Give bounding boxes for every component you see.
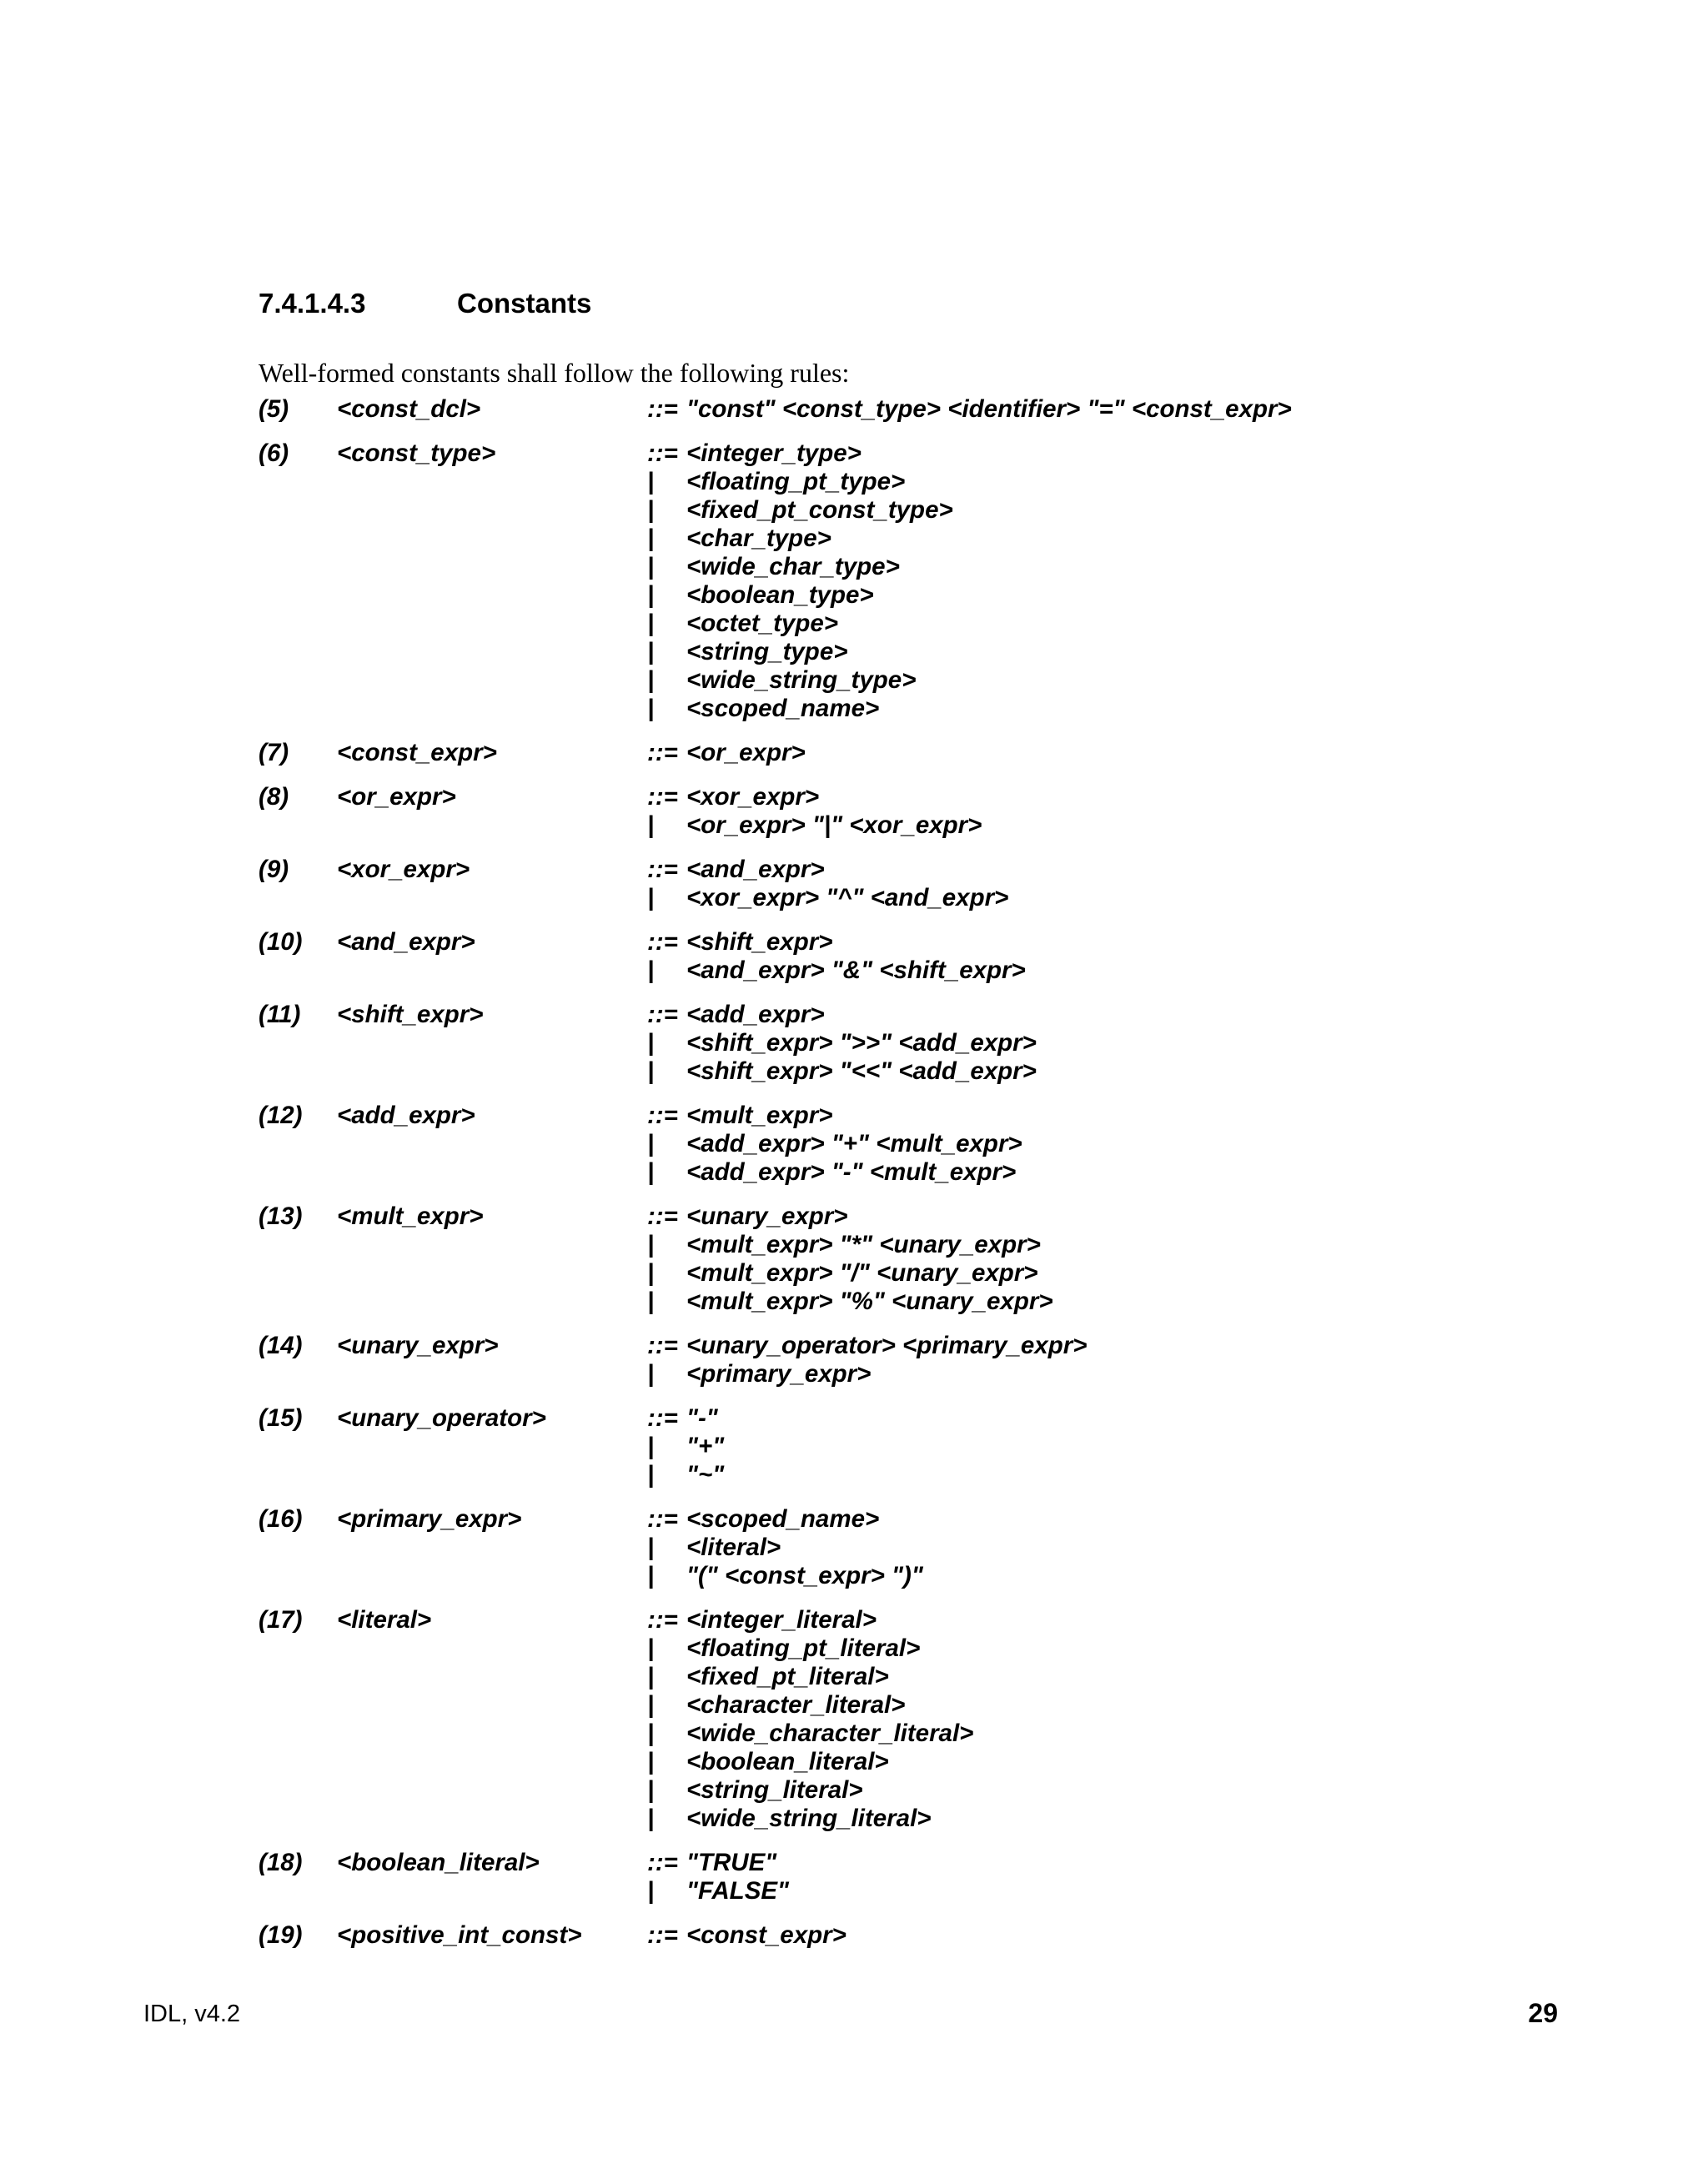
production-operator: |: [647, 1433, 655, 1460]
grammar-rule: [259, 739, 1593, 767]
production-line: [647, 468, 1593, 496]
production-text: <wide_character_literal>: [686, 1720, 974, 1747]
footer-document-version: IDL, v4.2: [143, 2001, 241, 2027]
production-line: [647, 1461, 1593, 1489]
production-text: <floating_pt_type>: [686, 468, 906, 495]
production-text: <string_literal>: [686, 1776, 863, 1804]
production-line: [647, 884, 1593, 912]
production-text: <unary_expr>: [686, 1203, 848, 1230]
rule-production: [647, 439, 1593, 723]
production-line: [647, 1505, 1593, 1534]
production-text: <shift_expr> ">>" <add_expr>: [686, 1029, 1037, 1057]
production-line: [647, 1001, 1593, 1029]
production-operator: |: [647, 610, 655, 637]
production-line: [647, 1849, 1593, 1877]
production-line: [647, 1805, 1593, 1833]
production-operator: ::=: [647, 1102, 678, 1129]
production-text: <boolean_literal>: [686, 1748, 889, 1775]
production-operator: |: [647, 1029, 655, 1057]
section-number: 7.4.1.4.3: [259, 288, 366, 319]
rule-production: [647, 1001, 1593, 1086]
production-line: [647, 525, 1593, 553]
rule-number: (16): [259, 1505, 303, 1533]
production-operator: |: [647, 1720, 655, 1747]
production-text: <fixed_pt_literal>: [686, 1663, 889, 1690]
production-line: [647, 695, 1593, 723]
production-text: "+": [686, 1433, 725, 1460]
production-operator: |: [647, 1259, 655, 1287]
production-line: [647, 1029, 1593, 1057]
production-line: [647, 1332, 1593, 1360]
production-line: [647, 1776, 1593, 1805]
rule-nonterminal: <xor_expr>: [337, 856, 470, 883]
production-line: [647, 1921, 1593, 1950]
rule-nonterminal: <const_dcl>: [337, 395, 481, 423]
production-line: [647, 638, 1593, 666]
production-text: <or_expr>: [686, 739, 806, 766]
production-text: "(" <const_expr> ")": [686, 1562, 923, 1589]
production-operator: |: [647, 1776, 655, 1804]
production-operator: |: [647, 811, 655, 839]
production-line: [647, 1562, 1593, 1590]
production-line: [647, 553, 1593, 581]
grammar-rule: [259, 1332, 1593, 1388]
production-operator: |: [647, 666, 655, 694]
rule-nonterminal: <literal>: [337, 1606, 432, 1634]
production-operator: ::=: [647, 928, 678, 956]
production-line: [647, 739, 1593, 767]
rule-production: [647, 739, 1593, 767]
rule-nonterminal: <unary_operator>: [337, 1404, 546, 1432]
production-operator: |: [647, 1691, 655, 1719]
grammar-rule: [259, 1203, 1593, 1316]
production-line: [647, 856, 1593, 884]
rule-number: (6): [259, 439, 289, 467]
section-heading: [259, 284, 591, 324]
production-operator: ::=: [647, 856, 678, 883]
production-text: <or_expr> "|" <xor_expr>: [686, 811, 982, 839]
production-text: <char_type>: [686, 525, 831, 552]
production-line: [647, 1259, 1593, 1288]
grammar-rule: [259, 395, 1593, 424]
rule-number: (11): [259, 1001, 301, 1028]
production-operator: ::=: [647, 783, 678, 811]
production-line: [647, 395, 1593, 424]
rule-number: (5): [259, 395, 289, 423]
rule-production: [647, 1332, 1593, 1388]
production-operator: |: [647, 581, 655, 609]
production-operator: ::=: [647, 1606, 678, 1634]
rule-production: [647, 856, 1593, 912]
rule-nonterminal: <mult_expr>: [337, 1203, 484, 1230]
rule-number: (13): [259, 1203, 303, 1230]
production-line: [647, 1102, 1593, 1130]
production-line: [647, 496, 1593, 525]
production-line: [647, 1877, 1593, 1905]
rule-production: [647, 1921, 1593, 1950]
production-operator: |: [647, 1057, 655, 1085]
rule-nonterminal: <const_expr>: [337, 739, 497, 766]
rule-production: [647, 1404, 1593, 1489]
rule-number: (7): [259, 739, 289, 766]
rule-nonterminal: <const_type>: [337, 439, 496, 467]
production-operator: |: [647, 1534, 655, 1561]
production-text: <shift_expr> "<<" <add_expr>: [686, 1057, 1037, 1085]
grammar-rule: [259, 1505, 1593, 1590]
grammar-rule: [259, 1606, 1593, 1833]
grammar-rule: [259, 439, 1593, 723]
rule-nonterminal: <positive_int_const>: [337, 1921, 582, 1949]
production-operator: |: [647, 1562, 655, 1589]
rule-number: (10): [259, 928, 303, 956]
production-operator: |: [647, 1288, 655, 1315]
production-text: <and_expr>: [686, 856, 825, 883]
production-text: <mult_expr> "*" <unary_expr>: [686, 1231, 1041, 1258]
rule-nonterminal: <boolean_literal>: [337, 1849, 540, 1876]
production-operator: |: [647, 1158, 655, 1186]
production-line: [647, 811, 1593, 840]
production-line: [647, 1748, 1593, 1776]
grammar-rule: [259, 1921, 1593, 1950]
intro-paragraph: Well-formed constants shall follow the following rules:: [259, 358, 850, 388]
grammar-rule: [259, 1849, 1593, 1905]
rule-number: (17): [259, 1606, 303, 1634]
production-text: "-": [686, 1404, 718, 1432]
production-text: <add_expr>: [686, 1001, 825, 1028]
production-line: [647, 1720, 1593, 1748]
production-operator: ::=: [647, 395, 678, 423]
rule-production: [647, 1505, 1593, 1590]
production-text: <xor_expr>: [686, 783, 820, 811]
rule-production: [647, 783, 1593, 840]
rule-number: (14): [259, 1332, 303, 1359]
production-operator: |: [647, 1231, 655, 1258]
production-operator: ::=: [647, 1849, 678, 1876]
section-title: Constants: [457, 288, 592, 319]
production-line: [647, 1634, 1593, 1663]
production-line: [647, 1231, 1593, 1259]
production-text: <fixed_pt_const_type>: [686, 496, 953, 524]
production-text: <mult_expr> "%" <unary_expr>: [686, 1288, 1053, 1315]
production-text: <octet_type>: [686, 610, 838, 637]
production-operator: |: [647, 1360, 655, 1388]
production-line: [647, 1691, 1593, 1720]
production-line: [647, 1663, 1593, 1691]
production-line: [647, 1130, 1593, 1158]
production-line: [647, 1404, 1593, 1433]
production-operator: |: [647, 956, 655, 984]
production-text: <const_expr>: [686, 1921, 846, 1949]
production-text: <wide_string_literal>: [686, 1805, 932, 1832]
production-text: "TRUE": [686, 1849, 777, 1876]
production-text: <shift_expr>: [686, 928, 833, 956]
grammar-rules: [259, 395, 1593, 1966]
production-operator: |: [647, 525, 655, 552]
production-line: [647, 1534, 1593, 1562]
production-line: [647, 1158, 1593, 1187]
rule-nonterminal: <add_expr>: [337, 1102, 475, 1129]
production-operator: |: [647, 468, 655, 495]
production-operator: |: [647, 496, 655, 524]
rule-nonterminal: <and_expr>: [337, 928, 475, 956]
rule-nonterminal: <primary_expr>: [337, 1505, 522, 1533]
production-text: <integer_literal>: [686, 1606, 877, 1634]
rule-production: [647, 395, 1593, 424]
production-line: [647, 1057, 1593, 1086]
production-text: <integer_type>: [686, 439, 862, 467]
production-operator: |: [647, 553, 655, 580]
production-operator: ::=: [647, 1404, 678, 1432]
production-operator: |: [647, 884, 655, 911]
production-text: <mult_expr> "/" <unary_expr>: [686, 1259, 1038, 1287]
rule-nonterminal: <or_expr>: [337, 783, 456, 811]
rule-number: (19): [259, 1921, 303, 1949]
production-operator: ::=: [647, 1921, 678, 1949]
production-operator: |: [647, 1805, 655, 1832]
production-operator: |: [647, 1130, 655, 1157]
production-operator: ::=: [647, 739, 678, 766]
rule-number: (8): [259, 783, 289, 811]
production-text: <xor_expr> "^" <and_expr>: [686, 884, 1009, 911]
production-line: [647, 439, 1593, 468]
production-line: [647, 610, 1593, 638]
production-text: <add_expr> "+" <mult_expr>: [686, 1130, 1022, 1157]
rule-number: (9): [259, 856, 289, 883]
production-operator: |: [647, 1663, 655, 1690]
grammar-rule: [259, 856, 1593, 912]
production-operator: ::=: [647, 1203, 678, 1230]
production-line: [647, 666, 1593, 695]
production-text: <boolean_type>: [686, 581, 874, 609]
rule-nonterminal: <shift_expr>: [337, 1001, 484, 1028]
production-text: <and_expr> "&" <shift_expr>: [686, 956, 1026, 984]
production-text: "~": [686, 1461, 725, 1489]
rule-production: [647, 1102, 1593, 1187]
production-text: <character_literal>: [686, 1691, 906, 1719]
production-line: [647, 1203, 1593, 1231]
production-operator: |: [647, 1634, 655, 1662]
production-text: <floating_pt_literal>: [686, 1634, 921, 1662]
production-line: [647, 1433, 1593, 1461]
production-operator: ::=: [647, 439, 678, 467]
production-text: <literal>: [686, 1534, 781, 1561]
production-operator: ::=: [647, 1001, 678, 1028]
production-operator: |: [647, 638, 655, 665]
grammar-rule: [259, 1001, 1593, 1086]
production-line: [647, 1606, 1593, 1634]
production-text: <scoped_name>: [686, 695, 880, 722]
rule-production: [647, 928, 1593, 985]
production-operator: ::=: [647, 1332, 678, 1359]
production-operator: |: [647, 1748, 655, 1775]
production-operator: |: [647, 695, 655, 722]
rule-production: [647, 1203, 1593, 1316]
grammar-rule: [259, 1102, 1593, 1187]
footer-page-number: 29: [1528, 1998, 1558, 2028]
production-text: <scoped_name>: [686, 1505, 880, 1533]
production-line: [647, 928, 1593, 956]
rule-number: (18): [259, 1849, 303, 1876]
production-line: [647, 956, 1593, 985]
production-text: <mult_expr>: [686, 1102, 833, 1129]
rule-production: [647, 1606, 1593, 1833]
production-text: <wide_string_type>: [686, 666, 917, 694]
production-line: [647, 1360, 1593, 1388]
production-text: <string_type>: [686, 638, 848, 665]
grammar-rule: [259, 1404, 1593, 1489]
rule-number: (15): [259, 1404, 303, 1432]
production-text: <add_expr> "-" <mult_expr>: [686, 1158, 1017, 1186]
production-operator: ::=: [647, 1505, 678, 1533]
production-text: "FALSE": [686, 1877, 790, 1905]
production-text: <unary_operator> <primary_expr>: [686, 1332, 1088, 1359]
production-operator: |: [647, 1461, 655, 1489]
rule-nonterminal: <unary_expr>: [337, 1332, 499, 1359]
production-line: [647, 1288, 1593, 1316]
rule-number: (12): [259, 1102, 303, 1129]
production-text: "const" <const_type> <identifier> "=" <const_expr>: [686, 395, 1292, 423]
production-operator: |: [647, 1877, 655, 1905]
production-text: <primary_expr>: [686, 1360, 872, 1388]
production-text: <wide_char_type>: [686, 553, 900, 580]
grammar-rule: [259, 783, 1593, 840]
production-line: [647, 783, 1593, 811]
production-line: [647, 581, 1593, 610]
rule-production: [647, 1849, 1593, 1905]
grammar-rule: [259, 928, 1593, 985]
